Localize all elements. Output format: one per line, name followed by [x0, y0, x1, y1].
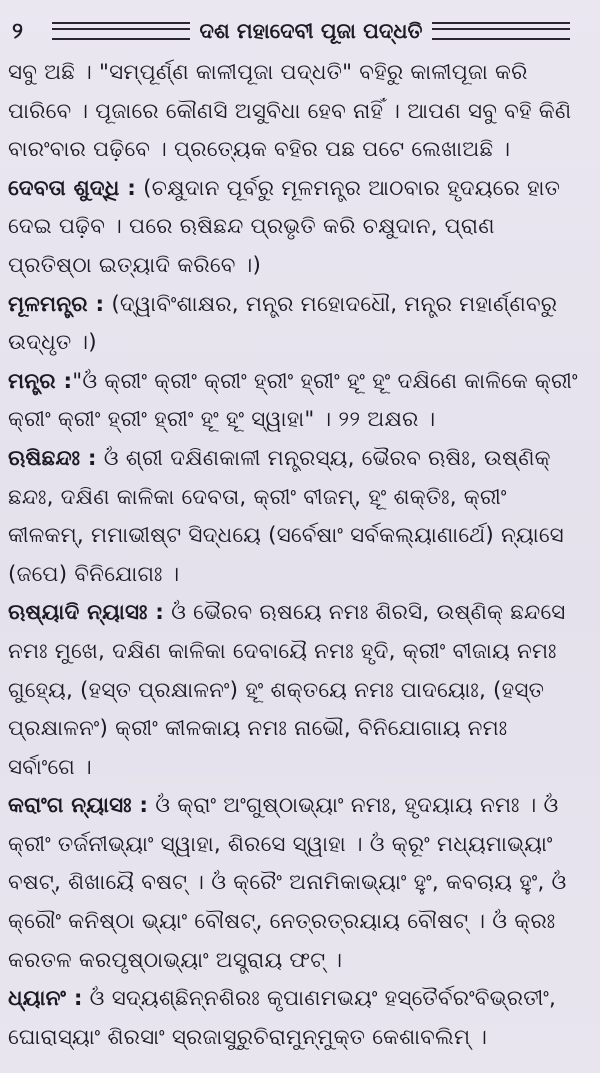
paragraph-rishyadi-nyasa	[8, 594, 580, 787]
page-number: ୨	[12, 18, 23, 44]
paragraph-text: ସବୁ ଅଛି । "ସମ୍ପୂର୍ଣ୍ଣ କାଳୀପୂଜା ପଦ୍ଧତି" ବହିରୁ କାଳୀପୂଜା କରି ପାରିବେ । ପୂଜାରେ କୌଣସି ଅସୁବିଧା ହେବ ନାହିଁ । ଆପଣ ସବୁ ବହି କିଣି ବାରଂବାର ପଢ଼ିବେ । ପ୍ରତ୍ୟେକ ବହିର ପଛ ପଟେ ଲେଖାଅଛି ।	[8, 60, 572, 163]
paragraph-rishi-chhanda	[8, 440, 580, 594]
page-body	[8, 54, 580, 1057]
paragraph-text: ଓଁ କ୍ରାଂ ଅଂଗୁଷ୍ଠାଭ୍ୟାଂ ନମଃ, ହୃଦୟାୟ ନମଃ । ଓଁ କ୍ରୀଂ ତର୍ଜନୀଭ୍ୟାଂ ସ୍ୱାହା, ଶିରସେ ସ୍ୱାହା । ଓଁ କ୍ରୂଂ ମଧ୍ୟମାଭ୍ୟାଂ ବଷଟ୍, ଶିଖାୟୈ ବଷଟ୍ । ଓଁ କ୍ରୈଂ ଅନାମିକାଭ୍ୟାଂ ହୁଂ, କବଚାୟ ହୁଂ, ଓଁ କ୍ରୌଂ କନିଷ୍ଠା ଭ୍ୟାଂ ବୌଷଟ୍, ନେତ୍ରତ୍ରୟାୟ ବୌଷଟ୍ । ଓଁ କ୍ରଃ କରତଳ କରପୃଷ୍ଠାଭ୍ୟାଂ ଅସ୍ତ୍ରାୟ ଫଟ୍ ।	[8, 793, 567, 973]
paragraph-term: ଦେବତା ଶୁଦ୍ଧି :	[8, 175, 137, 201]
page-header	[8, 8, 580, 54]
paragraph-term: ଋଷିଛନ୍ଦଃ :	[8, 445, 97, 471]
paragraph-moola-mantra	[8, 286, 580, 363]
running-title: ଦଶ ମହାଦେବୀ ପୂଜା ପଦ୍ଧତି	[199, 18, 423, 43]
paragraph-intro	[8, 54, 580, 170]
paragraph-term: ମନ୍ତ୍ର :	[8, 368, 73, 394]
paragraph-devata-shuddhi	[8, 170, 580, 286]
paragraph-term: ମୂଳମନ୍ତ୍ର :	[8, 291, 105, 317]
paragraph-mantra	[8, 363, 580, 440]
paragraph-karanga-nyasa	[8, 787, 580, 980]
paragraph-text: (ଦ୍ୱାବିଂଶାକ୍ଷର, ମନ୍ତ୍ର ମହୋଦଧୌ, ମନ୍ତ୍ର ମହାର୍ଣ୍ଣବରୁ ଉଦ୍ଧୃତ ।)	[8, 291, 558, 356]
paragraph-text: ଓଁ ଶ୍ରୀ ଦକ୍ଷିଣକାଳୀ ମନ୍ତ୍ରସ୍ୟ, ଭୈରବ ଋଷିଃ, ଉଷ୍ଣିକ୍ ଛନ୍ଦଃ, ଦକ୍ଷିଣ କାଳିକା ଦେବତା, କ୍ରୀଂ ବୀଜମ୍, ହୂଂ ଶକ୍ତିଃ, କ୍ରୀଂ କୀଳକମ୍, ମମାଭୀଷ୍ଟ ସିଦ୍ଧୟେ (ସର୍ବେଷାଂ ସର୍ବକଲ୍ୟାଣାର୍ଥେ) ନ୍ୟାସେ (ଜପେ) ବିନିଯୋଗଃ ।	[8, 445, 564, 587]
paragraph-text: (ଚକ୍ଷୁଦାନ ପୂର୍ବରୁ ମୂଳମନ୍ତ୍ର ଆଠବାର ହୃଦୟରେ ହାତ ଦେଇ ପଢ଼ିବ । ପରେ ଋଷିଛନ୍ଦ ପ୍ରଭୃତି କରି ଚକ୍ଷୁଦାନ, ପ୍ରାଣ ପ୍ରତିଷ୍ଠା ଇତ୍ୟାଦି କରିବେ ।)	[8, 175, 561, 278]
paragraph-text: ଓଁ ସଦ୍ୟଶ୍ଛିନ୍ନଶିରଃ କୃପାଣମଭୟଂ ହସ୍ତୈର୍ବରଂବିଭ୍ରତୀଂ, ଘୋରାସ୍ୟାଂ ଶିରସାଂ ସ୍ରଜାସୁରୁଚିରାମୁନ୍ମୁକ୍ତ କେଶାବଲିମ୍ ।	[8, 986, 557, 1050]
paragraph-term: ଋଷ୍ୟାଦି ନ୍ୟାସଃ :	[8, 600, 165, 626]
paragraph-term: ଧ୍ୟାନଂ :	[8, 986, 83, 1012]
right-ornamental-rule	[432, 22, 570, 40]
left-ornamental-rule	[52, 22, 190, 40]
paragraph-text: ଓଁ ଭୈରବ ଋଷୟେ ନମଃ ଶିରସି, ଉଷ୍ଣିକ୍ ଛନ୍ଦସେ ନମଃ ମୁଖେ, ଦକ୍ଷିଣ କାଳିକା ଦେବାୟୈ ନମଃ ହୃଦି, କ୍ରୀଂ ବୀଜାୟ ନମଃ ଗୁହ୍ୟେ, (ହସ୍ତ ପ୍ରକ୍ଷାଳନଂ) ହୂଂ ଶକ୍ତୟେ ନମଃ ପାଦୟୋଃ, (ହସ୍ତ ପ୍ରକ୍ଷାଳନଂ) କ୍ରୀଂ କୀଳକାୟ ନମଃ ନାଭୌ, ବିନିଯୋଗାୟ ନମଃ ସର୍ବାଂଗେ ।	[8, 600, 566, 780]
paragraph-dhyana	[8, 980, 580, 1057]
paragraph-term: କରାଂଗ ନ୍ୟାସଃ :	[8, 793, 149, 819]
paragraph-text: "ଓଁ କ୍ରୀଂ କ୍ରୀଂ କ୍ରୀଂ ହ୍ରୀଂ ହ୍ରୀଂ ହୂଂ ହୂଂ ଦକ୍ଷିଣେ କାଳିକେ କ୍ରୀଂ କ୍ରୀଂ କ୍ରୀଂ ହ୍ରୀଂ ହ୍ରୀଂ ହୂଂ ହୂଂ ସ୍ୱାହା" । ୨୨ ଅକ୍ଷର ।	[8, 368, 578, 433]
